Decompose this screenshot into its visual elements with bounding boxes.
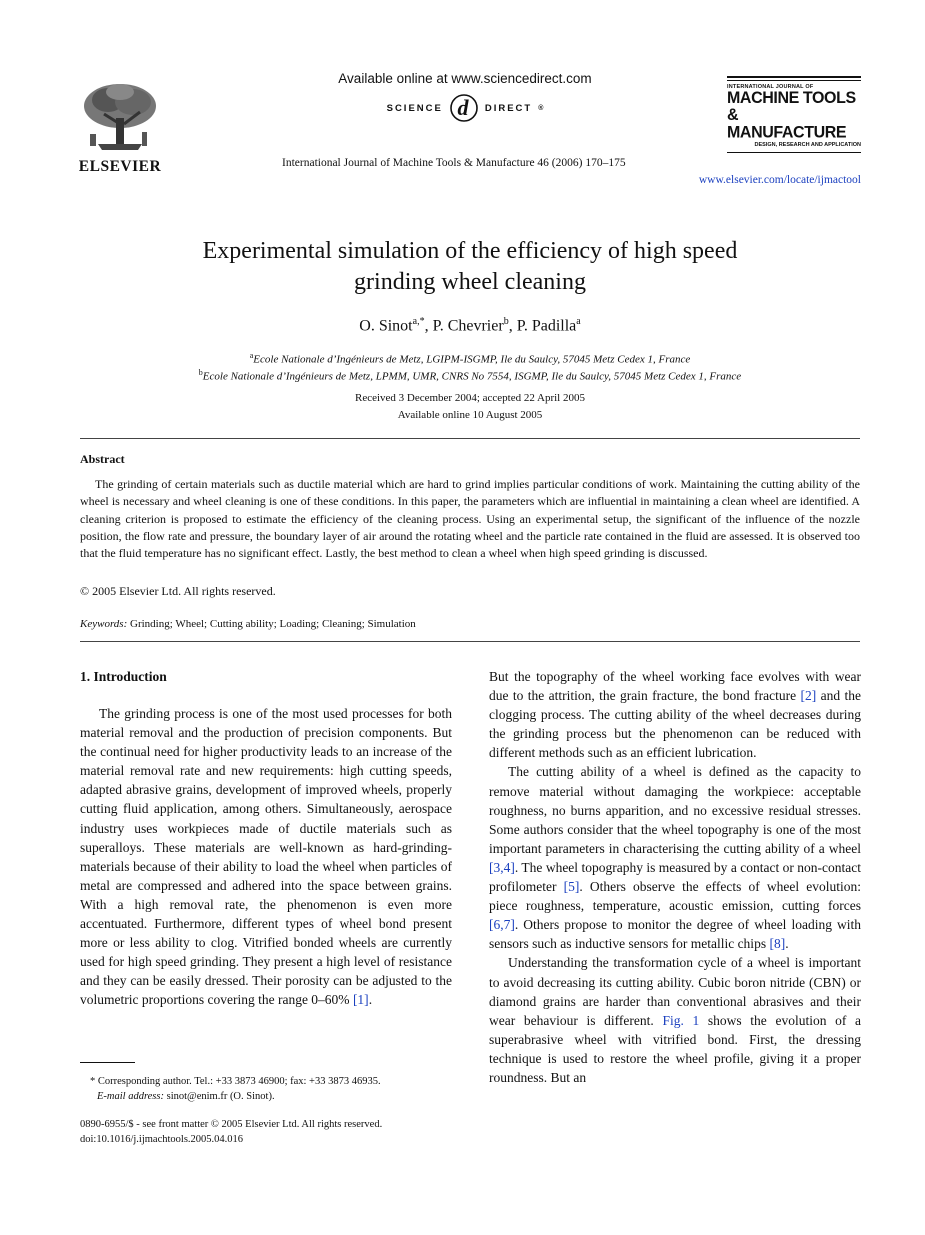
available-online-text: Available online at www.sciencedirect.com	[338, 71, 592, 86]
sd-trademark: ®	[538, 104, 544, 112]
journal-logo-line2: & MANUFACTURE	[727, 106, 847, 142]
author-list	[100, 316, 840, 335]
paragraph: The grinding process is one of the most used processes for both material removal and the production of precision components. But the continual need for higher productivity leads to an increase of the material removal rate and new requirements: high cutting speeds, adapted abrasive grains, development of improved wheels, properly cutting fluid application, among others. Simultaneously, aerospace industry uses workpieces made of ductile materials such as superalloys. These materials are well-known as hard-grinding-materials because of their ability to load the wheel when particles of metal are compressed and adhered into the space between grains. With a high removal rate, the phenomenon is even more accentuated. Furthermore, different types of wheel bond present more or less ability to clog. Vitrified bonded wheels are currently used for high speed grinding. They present a high level of resistance and they can be easily dressed. Their porosity can be adjusted to the volumetric proportions covering the range 0–60% [1].	[80, 706, 452, 1008]
author-affiliation-mark[interactable]: b	[503, 316, 509, 327]
figure-link[interactable]: Fig. 1	[662, 1012, 700, 1028]
abstract-text: The grinding of certain materials such as ductile material which are hard to grind implies particular conditions of work. Maintaining the cutting ability of the wheel is necessary and wheel cleaning is one of these conditions. In this paper, the parameters which are influential in maintaining a clean wheel are identified. A cleaning criterion is proposed to estimate the efficiency of the cleaning process. Using an experimental setup, the significant of the influence of the nozzle position, the flow rate and pressure, the boundary layer of air around the rotating wheel and the particle rate contained in the fluid are assessed. It is observed too that the fluid temperature has no significant effect. Lastly, the best method to clean a wheel when high speed grinding is discussed.	[80, 477, 860, 561]
issn-line: 0890-6955/$ - see front matter © 2005 Elsevier Ltd. All rights reserved.	[80, 1119, 383, 1130]
left-column	[80, 704, 452, 1010]
author-separator: ,	[508, 317, 517, 335]
doi-line[interactable]: doi:10.1016/j.ijmachtools.2005.04.016	[80, 1134, 244, 1145]
paragraph	[489, 953, 861, 1087]
affiliation-b	[80, 368, 860, 383]
paragraph-text: The grinding process is one of the most used processes for both material removal and the production of precision components. But the continual need for higher productivity leads to an increase of the material removal rate and new requirements: high cutting speeds, adapted abrasive grains, development of improved wheels, properly cutting fluid application, among others. Simultaneously, aerospace industry uses workpieces made of ductile materials such as superalloys. These materials are well-known as hard-grinding-materials because of their ability to load the wheel when particles of metal are compressed and adhered into the space between grains. With a high removal rate, the phenomenon is even more accentuated. Furthermore, different types of wheel bond present more or less ability to clog. Vitrified bonded wheels are currently used for high speed grinding. They present a high level of resistance and they can be easily dressed. Their porosity can be adjusted to the volumetric proportions covering the range 0–60%	[80, 706, 452, 1008]
paragraph-text: . Others observe the effects of wheel evolution: piece roughness, temperature, acoustic emission, cutting forces	[489, 879, 862, 914]
author-separator: ,	[424, 317, 433, 335]
publisher-name: ELSEVIER	[78, 158, 162, 175]
citation-link[interactable]: [6,7]	[489, 917, 515, 933]
journal-logo-subtitle: DESIGN, RESEARCH AND APPLICATION	[754, 142, 861, 148]
author-name[interactable]: P. Padilla	[516, 317, 577, 335]
keywords-text: Grinding; Wheel; Cutting ability; Loading; Cleaning; Simulation	[130, 618, 416, 630]
keywords-label: Keywords:	[80, 618, 128, 630]
author-affiliation-mark[interactable]: a,*	[412, 316, 425, 327]
svg-text:d: d	[457, 95, 471, 120]
sciencedirect-logo	[300, 92, 630, 124]
citation-link[interactable]: [8]	[769, 936, 786, 952]
paper-title	[100, 236, 840, 298]
journal-logo-line1: MACHINE TOOLS	[727, 89, 856, 108]
citation-link[interactable]: [3,4]	[489, 859, 515, 875]
email-address[interactable]: sinot@enim.fr (O. Sinot).	[166, 1091, 275, 1102]
received-date: Received 3 December 2004; accepted 22 April 2005	[354, 392, 585, 404]
paragraph-text: The cutting ability of a wheel is defined as the capacity to remove material without damaging the workpiece: acceptable roughness, no burns apparition, and no excessive residual stresses. Some authors consider that the wheel topography is one of the most important parameters in characterising the cutting ability of a wheel	[489, 764, 861, 856]
footnote-divider	[80, 1062, 135, 1063]
sd-right-word: DIRECT	[484, 102, 533, 114]
sciencedirect-d-icon	[449, 93, 479, 123]
paragraph-text: . The wheel topography is measured by a contact or non-contact profilometer	[489, 859, 861, 895]
elsevier-logo	[78, 80, 162, 176]
paragraph-text: Understanding the transformation cycle of a wheel is important to avoid decreasing its cutting ability. Cubic boron nitride (CBN) or diamond grains are harder than conventional abrasives and their wear behaviour is different.	[489, 955, 861, 1028]
journal-logo-intl: INTERNATIONAL JOURNAL OF	[727, 84, 814, 90]
sciencedirect-banner	[300, 71, 630, 124]
author-name[interactable]: P. Chevrier	[432, 317, 504, 335]
title-line-2: grinding wheel cleaning	[354, 269, 586, 295]
paragraph: The cutting ability of a wheel is defined as the capacity to remove material without damaging the workpiece: acceptable roughness, no burns apparition, and no excessive residual stresses. Some authors consider that the wheel topography is one of the most important parameters in characterising the cutting ability of a wheel [3,4]. The wheel topography is measured by a contact or non-contact profilometer [5]. Others observe the effects of wheel evolution: piece roughness, temperature, acoustic emission, cutting forces [6,7]. Others propose to monitor the degree of wheel loading with sensors such as inductive sensors for metallic chips [8].	[489, 764, 862, 952]
affiliation-mark: a	[249, 351, 254, 360]
author-name[interactable]: O. Sinot	[359, 317, 413, 335]
title-line-1: Experimental simulation of the efficiency of high speed	[202, 238, 738, 264]
online-date: Available online 10 August 2005	[397, 409, 543, 421]
section-heading: 1. Introduction	[80, 669, 167, 684]
affiliation-text: Ecole Nationale d’Ingénieurs de Metz, LGIPM-ISGMP, Ile du Saulcy, 57045 Metz Cedex 1, France	[253, 353, 691, 366]
affiliation-a	[80, 351, 860, 366]
citation-link[interactable]: [2]	[800, 688, 817, 704]
paragraph-text: . Others propose to monitor the degree of wheel loading with sensors such as inductive sensors for metallic chips	[489, 917, 861, 952]
divider-top	[80, 438, 860, 439]
abstract-copyright: © 2005 Elsevier Ltd. All rights reserved.	[80, 584, 276, 598]
elsevier-tree-icon	[78, 80, 162, 152]
footnote-email	[97, 1089, 275, 1104]
paragraph-text: shows the evolution of a superabrasive wheel with vitrified bond. First, the dressing technique is used to restore the wheel profile, giving it a proper roundness. But an	[489, 1012, 861, 1085]
journal-url-link[interactable]: www.elsevier.com/locate/ijmactool	[698, 174, 861, 186]
paragraph-text: and the clogging process. The cutting ability of the wheel decreases during the grinding process but the phenomenon can be reduced with different methods such as an efficient lubrication.	[489, 688, 861, 761]
citation-link[interactable]: [1]	[352, 992, 369, 1008]
journal-citation: International Journal of Machine Tools & Manufacture 46 (2006) 170–175	[282, 157, 626, 169]
paragraph	[489, 667, 861, 762]
journal-logo	[727, 76, 861, 153]
email-label: E-mail address:	[97, 1091, 164, 1102]
author-affiliation-mark[interactable]: a	[576, 316, 581, 327]
keywords	[80, 618, 416, 630]
paragraph-text: But the topography of the wheel working face evolves with wear due to the attrition, the grain fracture, the bond fracture	[489, 669, 861, 704]
citation-link[interactable]: [5]	[563, 879, 580, 895]
affiliation-text: Ecole Nationale d’Ingénieurs de Metz, LPMM, UMR, CNRS No 7554, ISGMP, Ile du Saulcy, 57045 Metz Cedex 1, France	[202, 370, 742, 383]
sd-left-word: SCIENCE	[386, 102, 443, 114]
affiliation-mark: b	[198, 368, 203, 377]
footnote-corresponding: * Corresponding author. Tel.: +33 3873 46900; fax: +33 3873 46935.	[90, 1076, 381, 1087]
divider-bottom	[80, 641, 860, 642]
right-column	[489, 667, 861, 1087]
abstract-heading: Abstract	[80, 452, 125, 466]
